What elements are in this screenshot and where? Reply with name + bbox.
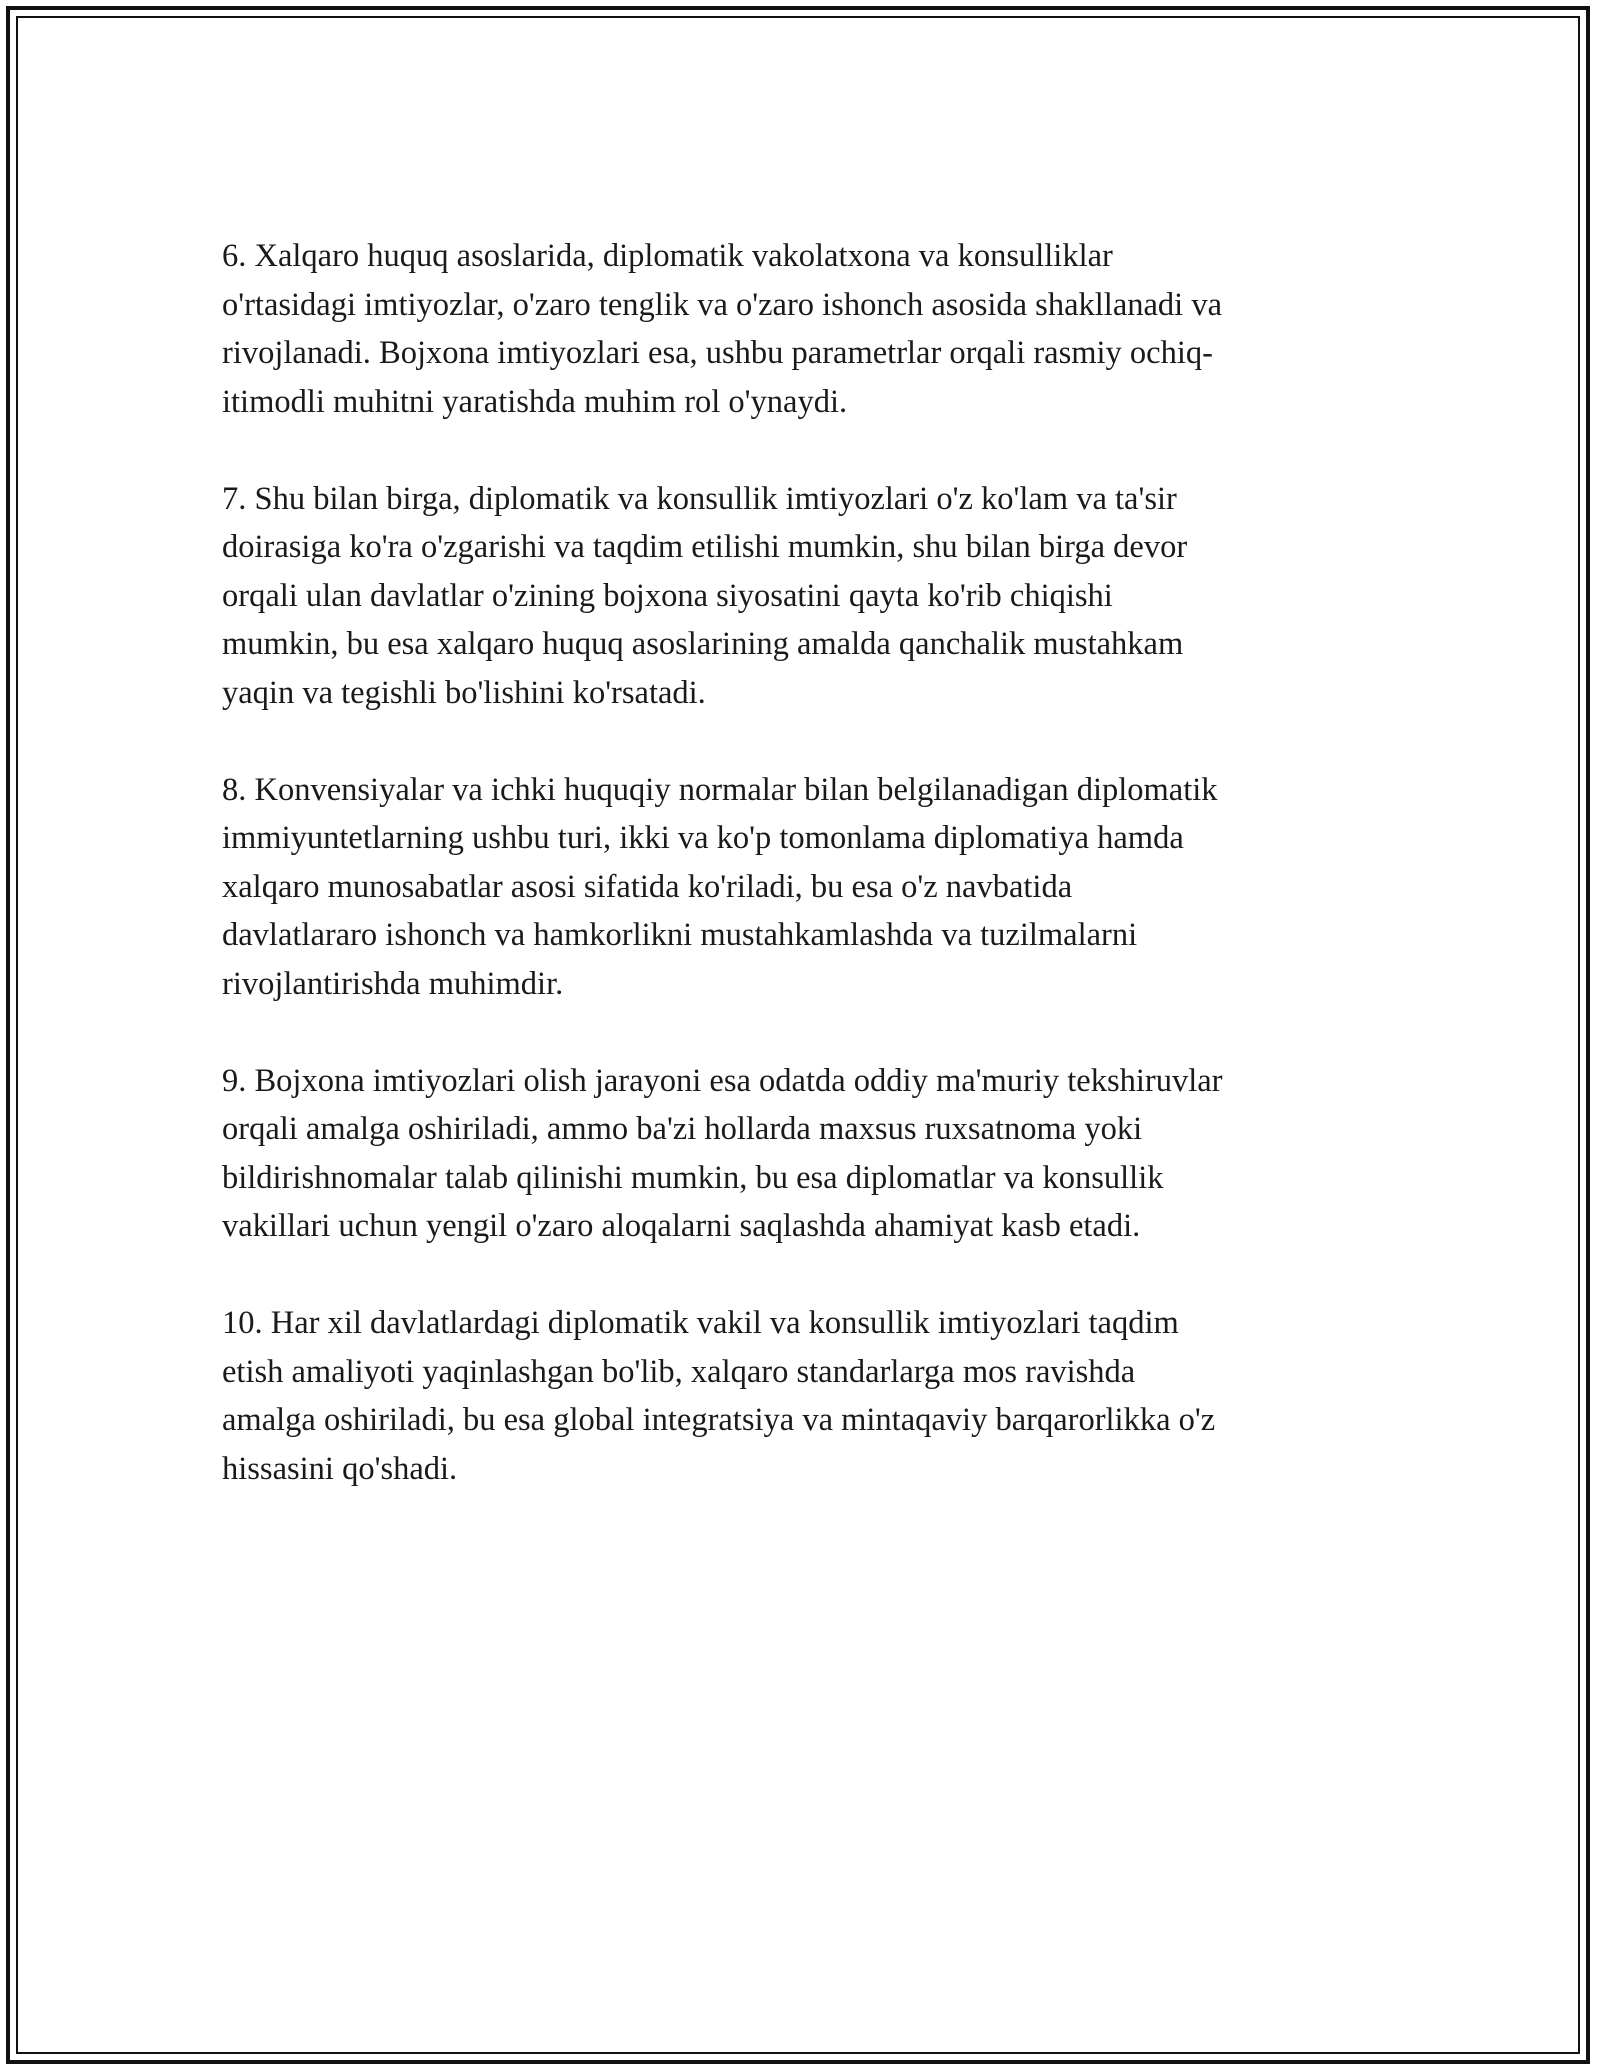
text-line: orqali ulan davlatlar o'zining bojxona siyosatini qayta ko'rib chiqishi xyxy=(222,577,1113,614)
paragraph-7 xyxy=(222,475,1382,718)
text-line: 10. Har xil davlatlardagi diplomatik vakil va konsullik imtiyozlari taqdim xyxy=(222,1305,1179,1341)
text-line: 9. Bojxona imtiyozlari olish jarayoni esa odatda oddiy ma'muriy tekshiruvlar xyxy=(222,1062,1223,1099)
paragraph-9 xyxy=(222,1057,1382,1251)
text-line: o'rtasidagi imtiyozlar, o'zaro tenglik va o'zaro ishonch asosida shakllanadi va xyxy=(222,286,1222,323)
text-line: 6. Xalqaro huquq asoslarida, diplomatik vakolatxona va konsulliklar xyxy=(222,238,1113,274)
text-line: yaqin va tegishli bo'lishini ko'rsatadi. xyxy=(222,674,706,711)
text-line: amalga oshiriladi, bu esa global integratsiya va mintaqaviy barqarorlikka o'z xyxy=(222,1402,1216,1438)
text-line: 7. Shu bilan birga, diplomatik va konsullik imtiyozlari o'z ko'lam va ta'sir xyxy=(222,480,1177,517)
document-body xyxy=(222,232,1382,1542)
text-line: immiyuntetlarning ushbu turi, ikki va ko'p tomonlama diplomatiya hamda xyxy=(222,820,1184,856)
paragraph-6 xyxy=(222,232,1382,426)
text-line: rivojlanadi. Bojxona imtiyozlari esa, ushbu parametrlar orqali rasmiy ochiq- xyxy=(222,335,1213,371)
text-line: davlatlararo ishonch va hamkorlikni mustahkamlashda va tuzilmalarni xyxy=(222,917,1138,953)
text-line: vakillari uchun yengil o'zaro aloqalarni saqlashda ahamiyat kasb etadi. xyxy=(222,1208,1141,1244)
text-line: xalqaro munosabatlar asosi sifatida ko'riladi, bu esa o'z navbatida xyxy=(222,868,1073,905)
text-line: 8. Konvensiyalar va ichki huquqiy normalar bilan belgilanadigan diplomatik xyxy=(222,771,1218,808)
text-line: itimodli muhitni yaratishda muhim rol o'ynaydi. xyxy=(222,383,848,420)
text-line: etish amaliyoti yaqinlashgan bo'lib, xalqaro standarlarga mos ravishda xyxy=(222,1353,1136,1390)
text-line: mumkin, bu esa xalqaro huquq asoslarining amalda qanchalik mustahkam xyxy=(222,626,1184,662)
text-line: orqali amalga oshiriladi, ammo ba'zi hollarda maxsus ruxsatnoma yoki xyxy=(222,1111,1143,1147)
text-line: doirasiga ko'ra o'zgarishi va taqdim etilishi mumkin, shu bilan birga devor xyxy=(222,529,1188,565)
text-line: rivojlantirishda muhimdir. xyxy=(222,965,564,1002)
text-line: bildirishnomalar talab qilinishi mumkin, bu esa diplomatlar va konsullik xyxy=(222,1159,1164,1196)
text-line: hissasini qo'shadi. xyxy=(222,1450,458,1487)
paragraph-8 xyxy=(222,766,1382,1009)
paragraph-10 xyxy=(222,1299,1382,1493)
